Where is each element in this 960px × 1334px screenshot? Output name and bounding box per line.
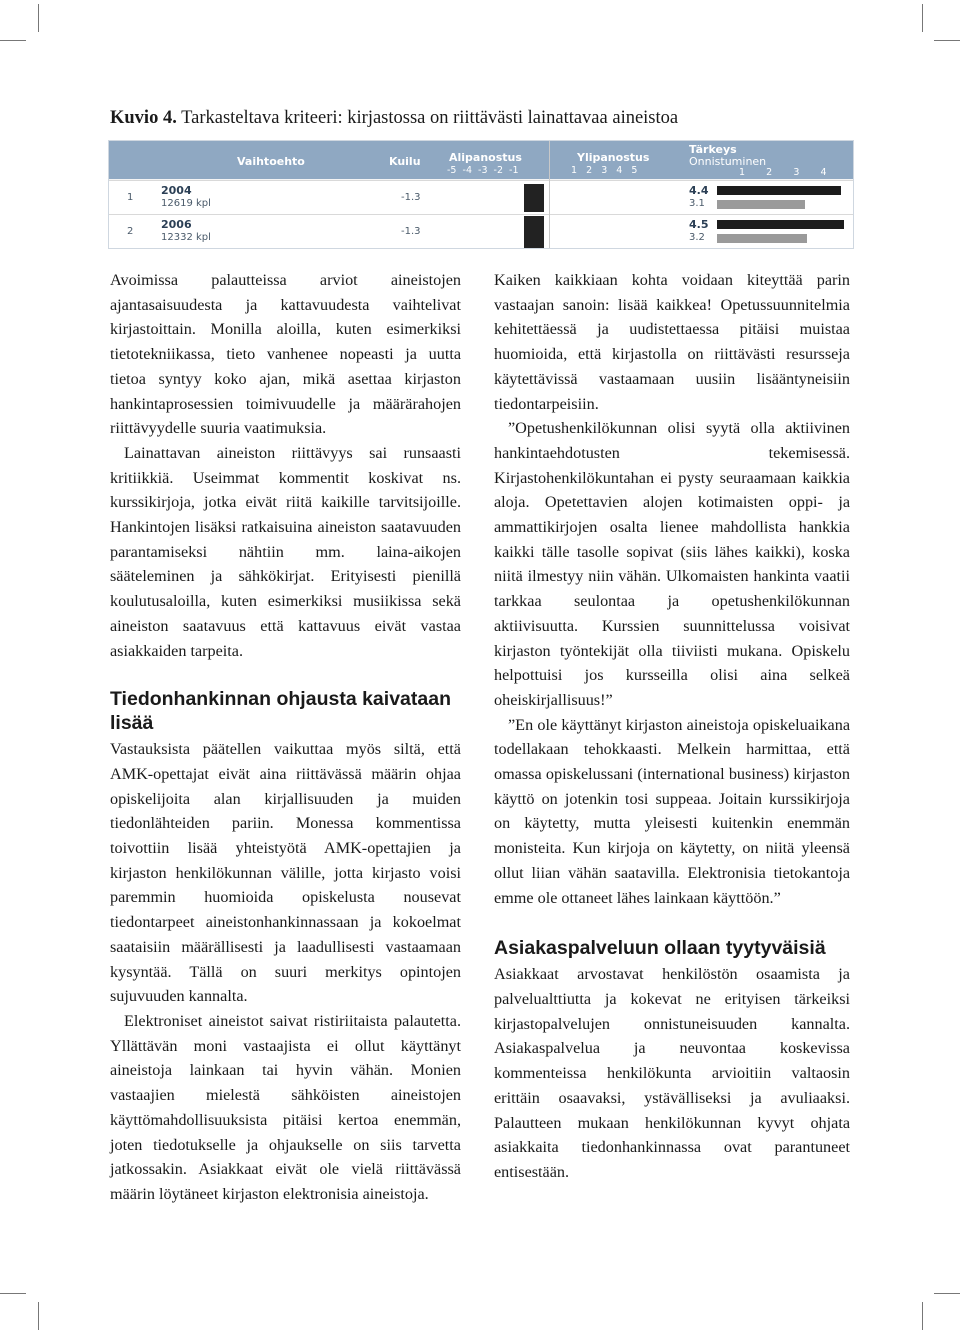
right-column — [494, 268, 850, 1185]
right-paragraph-3: ”En ole käyttänyt kirjaston aineistoja opiskeluaikana todellakaan tehokkaasti. Melkein harmittaa, että omassa opiskelussani (international business) kirjaston käyttö on jotenkin tosi suppeaa. Joitain kurssikirjoja on käytetty, mutta yleisesti kuitenkin enemmän monisteita. Kun kirjoja on käytetty, on niitä yleensä ollut liian vähän saatavilla. Elektronisia tietokantoja emme ole ottaneet lähes lainkaan käyttöön.” — [494, 715, 850, 907]
row-importance: 4.4 — [689, 184, 709, 197]
row-gap-bar — [524, 184, 544, 212]
left-column — [110, 268, 461, 1207]
header-kuilu: Kuilu — [389, 155, 421, 168]
header-ylipanostus: Ylipanostus — [577, 151, 650, 164]
ylipanostus-ticks: 1 2 3 4 5 — [571, 165, 638, 176]
row-year: 2006 — [161, 218, 192, 231]
header-onnistuminen: Onnistuminen — [689, 155, 767, 168]
left-heading: Tiedonhankinnan ohjausta kaivataan lisää — [110, 688, 451, 735]
header-tarkeys: Tärkeys — [689, 143, 737, 156]
crop-mark-top-left — [38, 4, 39, 32]
row-success-bar — [717, 200, 805, 209]
right-paragraph-4: Asiakkaat arvostavat henkilöstön osaamista ja palvelualttiutta ja kokevat ne erityisen tärkeiksi kirjastopalvelujen onnistuneisuuden kannalta. Asiakaspalvelua ja neuvontaa koskevissa kommenteissa henkilökunta arvioitiin valtaosin erittäin osaavaksi, ystävälliseksi ja avuliaaksi. Palautteen mukaan henkilökunnan kyvyt ohjata asiakkaita tiedonhankinnassa ovat parantuneet entisestään. — [494, 965, 850, 1181]
row-importance: 4.5 — [689, 218, 709, 231]
row-index: 2 — [127, 226, 134, 237]
row-success-bar — [717, 234, 807, 243]
figure-row-2 — [109, 214, 853, 249]
row-gap-bar — [524, 216, 544, 248]
crop-mark-top-right-h — [934, 40, 960, 41]
row-importance-bar — [717, 220, 844, 229]
row-gap: -1.3 — [401, 192, 421, 203]
crop-mark-bottom-right — [922, 1302, 923, 1330]
figure-caption — [110, 106, 870, 130]
criteria-figure — [108, 140, 854, 249]
left-paragraph-4: Elektroniset aineistot saivat ristiriitaista palautetta. Yllättävän moni vastaajista ei ollut käyttänyt aineistoja lainkaan tai hyvin vähän. Monien vastaajien mielestä sähköisten aineistojen käyttömahdollisuuksista pitäisi kertoa enemmän, joten tiedotukselle ja ohjaukselle on siis tarvetta jatkossakin. Asiakkaat eivät ole vielä riittävässä määrin löytäneet kirjaston elektronisia aineistoja. — [110, 1011, 461, 1203]
header-vaihtoehto: Vaihtoehto — [237, 155, 305, 168]
row-gap: -1.3 — [401, 226, 421, 237]
right-heading: Asiakaspalveluun ollaan tyytyväisiä — [494, 937, 826, 960]
tarkeys-ticks: 1 2 3 4 — [739, 167, 827, 178]
crop-mark-top-right — [922, 4, 923, 32]
crop-mark-top-left-h — [0, 40, 26, 41]
crop-mark-bottom-left-h — [0, 1293, 26, 1294]
left-paragraph-2: Lainattavan aineiston riittävyys sai runsaasti kritiikkiä. Useimmat kommentit koskivat ns. kurssikirjoja, jotka eivät riitä kaikille tarvitsijoille. Hankintojen lisäksi ratkaisuina aineiston saatavuuden parantamiseksi nähtiin mm. laina-aikojen sääteleminen ja sähkökirjat. Erityisesti pienillä koulutusaloilla, kuten esimerkiksi musiikissa sekä aineiston saatavuus että kattavuus eivät vastaa asiakkaiden tarpeita. — [110, 443, 461, 660]
right-paragraph-1: Kaiken kaikkiaan kohta voidaan kiteyttää parin vastaajan sanoin: lisää kaikkea! Opetussuunnitelmia kehitettäessä ja uudistettaessa pitäisi muistaa huomioida, että kirjastolla on riittävästi resursseja käytettävissä vastaamaan uusiin lisääntyneisiin tiedontarpeisiin. — [494, 271, 850, 413]
row-success: 3.1 — [689, 198, 705, 209]
row-success: 3.2 — [689, 232, 705, 243]
figure-caption-text: Tarkasteltava kriteeri: kirjastossa on riittävästi lainattavaa aineistoa — [176, 108, 679, 128]
row-index: 1 — [127, 192, 134, 203]
left-paragraph-1: Avoimissa palautteissa arviot aineistojen ajantasaisuudesta ja kattavuudesta vaihtelivat kirjastoittain. Monilla aloilla, kuten esimerkiksi tietotekniikassa, tieto vanhenee nopeasti ja uutta tietoa syntyy koko ajan, mikä asettaa kirjaston hankintaprosessien toimivuudelle ja määrärahojen riittävyydelle suuria vaatimuksia. — [110, 271, 461, 438]
row-count: 12332 kpl — [161, 232, 211, 243]
crop-mark-bottom-right-h — [934, 1293, 960, 1294]
figure-axis-zero — [549, 141, 550, 248]
row-importance-bar — [717, 186, 841, 195]
figure-row-1 — [109, 180, 853, 215]
figure-header — [109, 141, 853, 179]
header-alipanostus: Alipanostus — [449, 151, 522, 164]
alipanostus-ticks: -5 -4 -3 -2 -1 — [447, 165, 519, 176]
row-year: 2004 — [161, 184, 192, 197]
crop-mark-bottom-left — [38, 1302, 39, 1330]
left-paragraph-3: Vastauksista päätellen vaikuttaa myös siltä, että AMK-opettajat eivät aina riittävässä määrin ohjaa opiskelijoita alan kirjallisuuden ja muiden tiedonlähteiden pariin. Monessa kommentissa toivottiin lisää yhteistyötä AMK-opettajien ja kirjaston henkilökunnan välille, jotta kirjasto voisi paremmin huomioida opiskelusta nousevat tiedontarpeet aineistonhankinnassaan ja kokoelmat saataisiin määrällisesti ja laadullisesti vastaamaan kysyntää. Tällä on suuri merkitys opintojen sujuvuuden kannalta. — [110, 740, 461, 1006]
row-count: 12619 kpl — [161, 198, 211, 209]
figure-label: Kuvio 4. — [110, 108, 177, 128]
right-paragraph-2: ”Opetushenkilökunnan olisi syytä olla aktiivinen hankintaehdotusten tekemisessä. Kirjastohenkilökuntahan ei pysty seuraamaan kaikkia aloja. Opetettavien alojen kotimaisten oppi- ja ammattikirjojen osalta lienee mahdollista hankkia kaikki tälle tasolle sopivat (siis lähes kaikki), koska niitä ilmestyy niin vähän. Ulkomaisten hankinta vaatii tarkkaa seulontaa ja opetushenkilökunnan aktiivisuutta. Kurssien suunnittelussa voisivat kirjaston työntekijät olla tiiviisti mukana. Opiskelu helpottuisi jos kursseilla olisi aina selkeä oheiskirjallisuus!” — [494, 419, 850, 709]
